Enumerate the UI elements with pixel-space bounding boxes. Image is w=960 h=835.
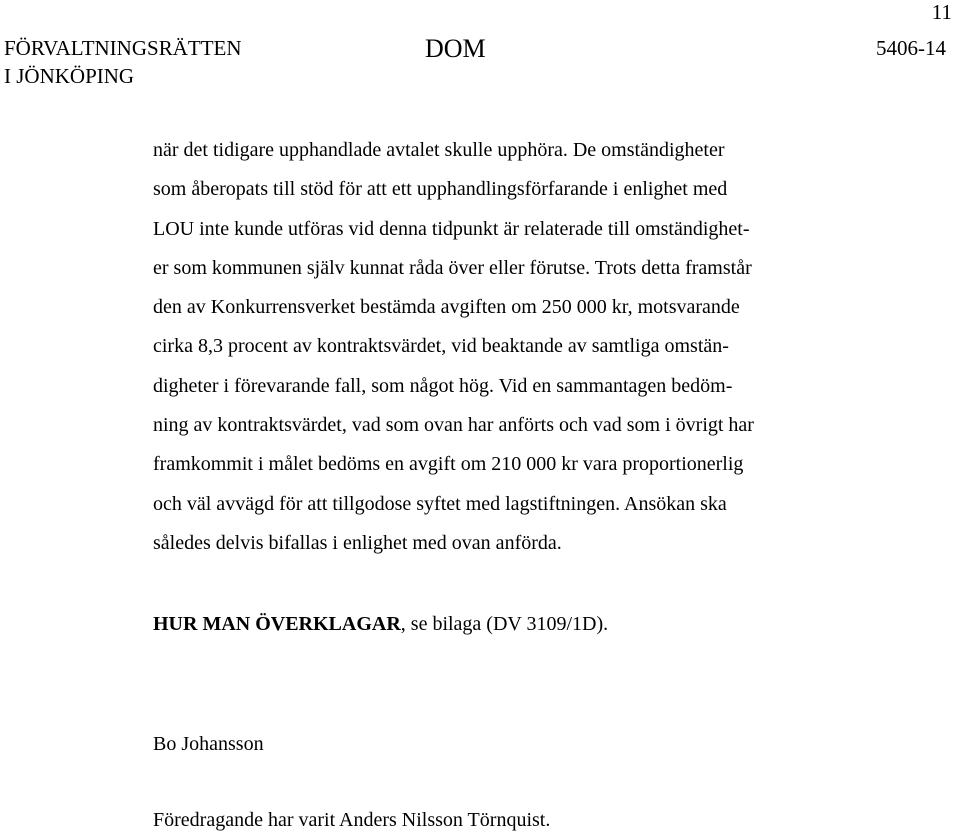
appeal-instructions xyxy=(153,609,608,639)
paragraph-line: således delvis bifallas i enlighet med ovan anförda. xyxy=(153,531,562,554)
appeal-heading: HUR MAN ÖVERKLAGAR xyxy=(153,613,401,635)
rapporteur-note: Föredragande har varit Anders Nilsson Törnquist. xyxy=(153,809,551,831)
page-number: 11 xyxy=(931,0,952,24)
paragraph-line: er som kommunen själv kunnat råda över eller förutse. Trots detta framstår xyxy=(153,256,752,279)
paragraph-line: digheter i förevarande fall, som något hög. Vid en sammantagen bedöm- xyxy=(153,374,733,397)
judgment-paragraph xyxy=(153,131,843,563)
signature-name: Bo Johansson xyxy=(153,733,264,755)
paragraph-line: LOU inte kunde utföras vid denna tidpunkt är relaterade till omständighet- xyxy=(153,217,750,240)
case-number: 5406-14 xyxy=(876,36,946,60)
paragraph-line: den av Konkurrensverket bestämda avgiften om 250 000 kr, motsvarande xyxy=(153,296,740,319)
document-header xyxy=(0,34,960,90)
paragraph-line: cirka 8,3 procent av kontraktsvärdet, vid beaktande av samtliga omstän- xyxy=(153,335,729,358)
paragraph-line: och väl avvägd för att tillgodose syftet med lagstiftningen. Ansökan ska xyxy=(153,492,727,515)
court-name-line-1: FÖRVALTNINGSRÄTTEN xyxy=(4,36,242,60)
paragraph-line: när det tidigare upphandlade avtalet skulle upphöra. De omständigheter xyxy=(153,139,725,161)
appeal-reference: , se bilaga (DV 3109/1D). xyxy=(400,613,609,635)
court-name xyxy=(4,34,242,90)
document-type: DOM xyxy=(425,34,486,63)
court-name-line-2: I JÖNKÖPING xyxy=(4,64,135,88)
paragraph-line: som åberopats till stöd för att ett upphandlingsförfarande i enlighet med xyxy=(153,178,728,201)
paragraph-line: framkommit i målet bedöms en avgift om 210 000 kr vara proportionerlig xyxy=(153,453,744,476)
paragraph-line: ning av kontraktsvärdet, vad som ovan har anförts och vad som i övrigt har xyxy=(153,414,754,437)
